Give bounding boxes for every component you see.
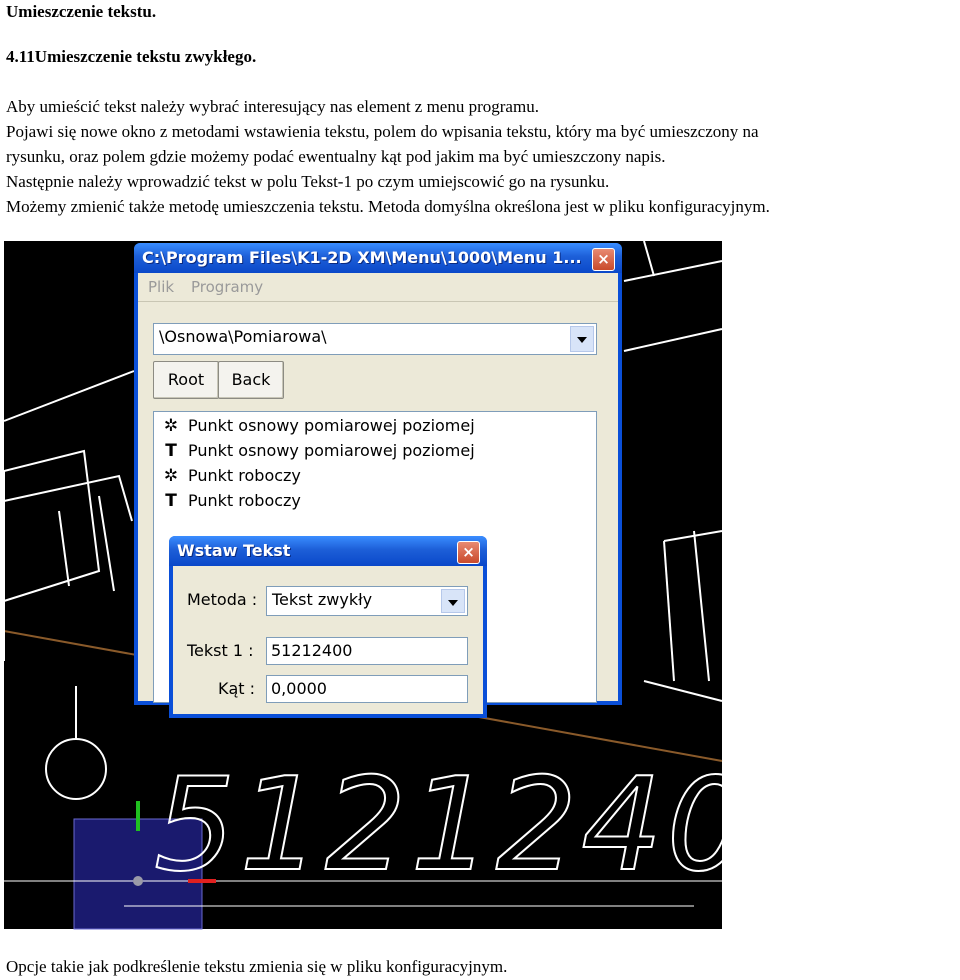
list-item[interactable]: [160, 441, 475, 465]
building-outline: [99, 496, 114, 591]
point-symbol-icon: ✲: [163, 416, 179, 436]
insert-text-title: Wstaw Tekst: [177, 541, 291, 560]
building-outline: [4, 371, 134, 421]
page-heading: Umieszczenie tekstu.: [6, 2, 157, 21]
building-outline: [664, 541, 674, 681]
root-button[interactable]: Root: [153, 361, 219, 399]
path-combo[interactable]: [153, 323, 597, 355]
section-heading: 4.11Umieszczenie tekstu zwykłego.: [6, 47, 257, 66]
list-item-label: Punkt osnowy pomiarowej poziomej: [188, 416, 475, 435]
chevron-down-icon[interactable]: [570, 326, 594, 352]
list-item[interactable]: [160, 466, 301, 490]
menu-window-title: C:\Program Files\K1-2D XM\Menu\1000\Menu 1...: [142, 248, 582, 267]
building-outline: [624, 261, 722, 281]
paragraph-line: Pojawi się nowe okno z metodami wstawienia tekstu, polem do wpisania tekstu, który ma być umieszczony na: [6, 122, 759, 141]
insert-text-titlebar[interactable]: [169, 536, 487, 566]
angle-input-value: 0,0000: [271, 679, 327, 698]
cad-drawing-area[interactable]: [4, 241, 838, 929]
text1-input[interactable]: [266, 637, 468, 665]
text-icon: T: [165, 491, 177, 511]
method-select[interactable]: [266, 586, 468, 616]
point-symbol-icon: ✲: [163, 466, 179, 486]
list-item-label: Punkt roboczy: [188, 466, 301, 485]
text1-input-value: 51212400: [271, 641, 353, 660]
building-outline: [694, 531, 709, 681]
menu-bar: [138, 273, 618, 302]
paragraph-line: rysunku, oraz polem gdzie możemy podać ewentualny kąt pod jakim ma być umieszczony napis.: [6, 147, 666, 166]
building-outline: [4, 476, 132, 521]
menu-window-titlebar[interactable]: [134, 243, 622, 273]
angle-input[interactable]: [266, 675, 468, 703]
paragraph-line: Aby umieścić tekst należy wybrać interesujący nas element z menu programu.: [6, 97, 539, 116]
menu-programy[interactable]: Programy: [191, 278, 264, 296]
list-item[interactable]: [160, 491, 301, 515]
building-outline: [644, 681, 722, 701]
building-outline: [644, 241, 654, 276]
method-select-value: Tekst zwykły: [272, 590, 373, 609]
insert-text-dialog: [169, 536, 487, 718]
paragraph-line: Możemy zmienić także metodę umieszczenia tekstu. Metoda domyślna określona jest w pliku konfiguracyjnym.: [6, 197, 770, 216]
paragraph-line: Następnie należy wprowadzić tekst w polu Tekst-1 po czym umiejscowić go na rysunku.: [6, 172, 610, 191]
chevron-down-icon[interactable]: [441, 589, 465, 613]
method-label: Metoda :: [187, 590, 258, 609]
placed-text: 51212400: [154, 751, 838, 900]
building-outline: [59, 511, 69, 586]
insertion-point: [133, 876, 143, 886]
survey-point-circle: [46, 739, 106, 799]
building-outline: [664, 531, 722, 541]
list-item-label: Punkt roboczy: [188, 491, 301, 510]
footer-note: Opcje takie jak podkreślenie tekstu zmienia się w pliku konfiguracyjnym.: [6, 957, 508, 976]
menu-plik[interactable]: Plik: [148, 278, 175, 296]
close-icon[interactable]: ×: [592, 248, 615, 271]
building-outline: [624, 329, 722, 351]
text1-label: Tekst 1 :: [187, 641, 254, 660]
close-icon[interactable]: ×: [457, 541, 480, 564]
text-icon: T: [165, 441, 177, 461]
path-combo-value: \Osnowa\Pomiarowa\: [159, 327, 327, 346]
list-item-label: Punkt osnowy pomiarowej poziomej: [188, 441, 475, 460]
list-item[interactable]: [160, 416, 475, 440]
angle-label: Kąt :: [218, 679, 256, 698]
back-button[interactable]: Back: [218, 361, 284, 399]
